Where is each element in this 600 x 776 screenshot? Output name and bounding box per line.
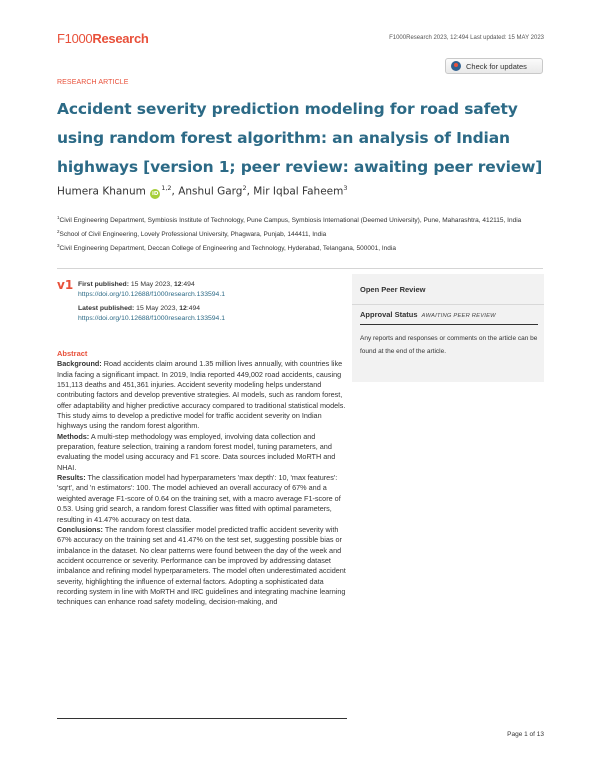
- abstract: [57, 349, 350, 608]
- header-citation: F1000Research 2023, 12:494 Last updated: 15 MAY 2023: [389, 35, 544, 41]
- abstract-methods: [57, 432, 350, 473]
- logo-f1000: F1000: [57, 31, 93, 46]
- conclusions-text: The random forest classifier model predicted traffic accident severity with 67% accuracy on the training set and 41.47% on the test set, suggesting possible bias or imbalance in the dataset. No clear patterns were found between the day of the week and accident occurrence or severity. Performance can be improved by addressing dataset imbalance and refining model hyperparameters. The model often underestimated accident severity, highlighting the influence of external factors. Adopting a sophisticated data recording system in line with MoRTH and IRC guidelines and integrating machine learning techniques can enhance road safety modeling, decision-making, and: [57, 524, 346, 607]
- latest-published-article: :494: [186, 305, 201, 312]
- conclusions-label: Conclusions:: [57, 524, 103, 534]
- affiliation-sup: 2: [57, 229, 60, 235]
- methods-label: Methods:: [57, 431, 90, 441]
- first-published-article: :494: [181, 281, 195, 288]
- first-published-doi-link[interactable]: https://doi.org/10.12688/f1000research.133594.1: [78, 291, 225, 298]
- affiliation-text: Civil Engineering Department, Deccan College of Engineering and Technology, Hyderabad, Telangana, 500001, India: [59, 245, 396, 253]
- affiliation-item: [57, 240, 552, 254]
- author-affiliation-sup: 1,2: [161, 184, 172, 192]
- check-for-updates-button[interactable]: [445, 58, 543, 74]
- latest-published-doi-link[interactable]: https://doi.org/10.12688/f1000research.133594.1: [78, 315, 225, 322]
- open-peer-review-heading: Open Peer Review: [360, 285, 426, 294]
- first-published-volume: 12: [173, 281, 182, 288]
- logo-research: Research: [92, 31, 149, 46]
- page-number: Page 1 of 13: [507, 731, 544, 738]
- latest-published-date: 15 May 2023,: [136, 305, 178, 312]
- affiliation-text: School of Civil Engineering, Lovely Professional University, Phagwara, Punjab, 144411, India: [59, 231, 327, 239]
- abstract-results: [57, 473, 350, 525]
- background-label: Background:: [57, 359, 102, 369]
- author-affiliation-sup: 3: [343, 184, 348, 192]
- header-divider: [57, 268, 543, 269]
- panel-divider: [352, 304, 544, 305]
- author-list: Humera Khanum iD$^{1,2}$, Anshul Garg$^2$, Mir Iqbal Faheem$^3$: [57, 184, 348, 198]
- crossmark-icon: [451, 61, 461, 71]
- abstract-conclusions: [57, 525, 350, 608]
- affiliation-item: [57, 212, 552, 226]
- author-affiliation-sup: 2: [242, 184, 247, 192]
- latest-published-volume: 12: [179, 305, 187, 312]
- results-text: The classification model had hyperparameters 'max depth': 10, 'max features': 'sqrt', and 'n estimators': 100. The model achieved an overall accuracy of 67% and a weighted average F1-score of 0.64 on the training set, with a macro average F1-score of 0.53. Using grid search, a random forest Classifier was fitted with optimal parameters, resulting in 41.47% accuracy on test data.: [57, 473, 341, 524]
- first-published-label: First published:: [78, 281, 129, 288]
- affiliation-sup: 1: [57, 215, 60, 220]
- affiliations: [57, 212, 552, 254]
- section-label: RESEARCH ARTICLE: [57, 79, 129, 86]
- background-text: Road accidents claim around 1.35 million lives annually, with countries like India facing a significant impact. In 2019, India reported 449,002 road accidents, causing 151,113 deaths and 451,361 injuries. Accident severity modeling helps understand contributing factors and develop preventive strategies. AI models, such as random forest, offer adaptability and higher predictive accuracy compared to traditional statistical models. This study aims to develop a predictive model for traffic accident severity on Indian highways using the random forest algorithm.: [57, 359, 346, 431]
- footer-divider: [57, 718, 347, 719]
- affiliation-sup: 3: [57, 243, 60, 249]
- orcid-icon[interactable]: iD: [151, 190, 159, 197]
- abstract-background: [57, 359, 350, 431]
- f1000research-logo[interactable]: [57, 31, 149, 46]
- affiliation-item: [57, 226, 552, 240]
- approval-status-value: AWAITING PEER REVIEW: [421, 313, 496, 319]
- version-badge: v1: [57, 278, 74, 292]
- author-name[interactable]: Mir Iqbal Faheem: [253, 185, 344, 198]
- affiliation-text: Civil Engineering Department, Symbiosis Institute of Technology, Pune Campus, Symbiosis International (Deemed University), Pune, Maharashtra, 412115, India: [59, 217, 522, 225]
- approval-status-label: Approval Status: [360, 310, 418, 319]
- latest-published-label: Latest published:: [78, 305, 135, 312]
- latest-published: [78, 304, 225, 324]
- author-name[interactable]: Anshul Garg: [178, 185, 243, 198]
- approval-status: [360, 310, 496, 319]
- article-title: Accident severity prediction modeling for road safety using random forest algorithm: an analysis of Indian highways [version 1; peer review: awaiting peer review]: [57, 100, 543, 176]
- peer-review-note: Any reports and responses or comments on the article can be found at the end of the article.: [360, 335, 538, 355]
- methods-text: A multi-step methodology was employed, involving data collection and preparation, feature selection, training a random forest model, tuning parameters, and evaluating the model using accuracy and F1 score. Data sources included MoRTH and NHAI.: [57, 431, 336, 472]
- open-peer-review-panel: [352, 274, 544, 382]
- check-for-updates-label: Check for updates: [466, 61, 527, 71]
- results-label: Results:: [57, 473, 86, 483]
- author-name[interactable]: Humera Khanum: [57, 185, 146, 198]
- abstract-heading: Abstract: [57, 349, 88, 358]
- panel-divider: [360, 324, 538, 325]
- first-published: [78, 280, 225, 300]
- first-published-date: 15 May 2023,: [130, 281, 173, 288]
